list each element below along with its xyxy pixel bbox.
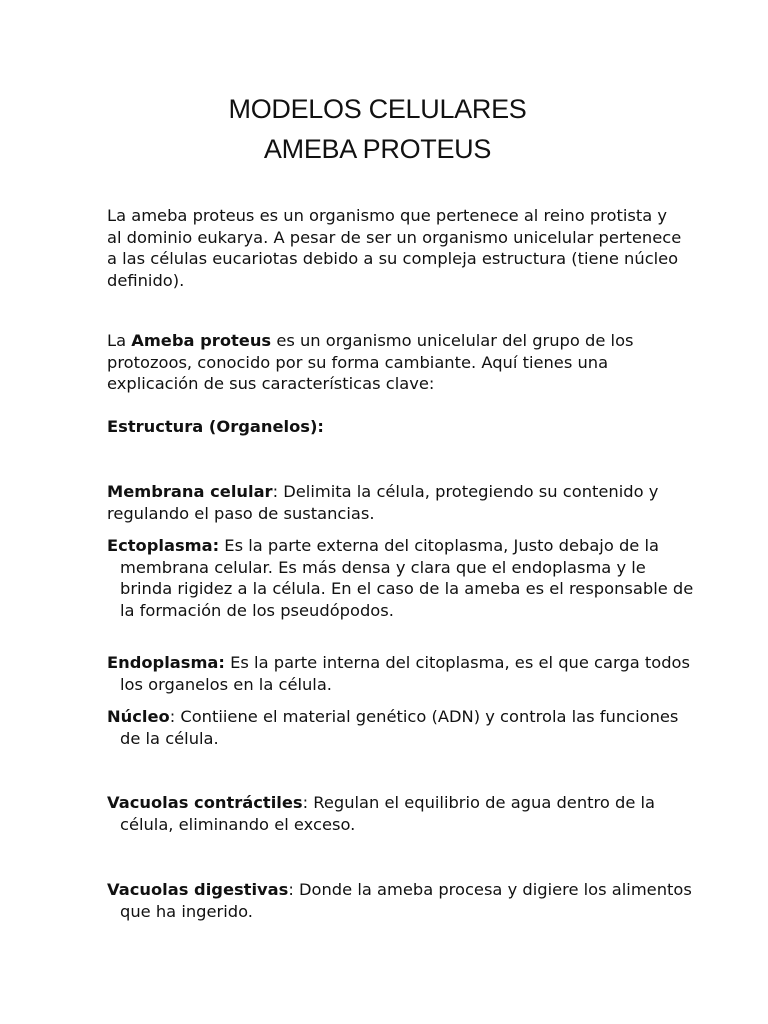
organelle-item-ectoplasma (107, 535, 695, 621)
organelle-term: Endoplasma: (107, 653, 225, 672)
organelle-term: Membrana celular (107, 482, 273, 501)
document-title-line1: MODELOS CELULARES (228, 94, 527, 124)
ameba-paragraph (107, 330, 682, 395)
organelle-term: Vacuolas contráctiles (107, 793, 303, 812)
organelle-description: : Donde la ameba procesa y digiere los alimentos que ha ingerido. (120, 880, 692, 921)
organelle-description: : Contiiene el material genético (ADN) y controla las funciones de la célula. (120, 707, 679, 748)
ameba-paragraph-rest: es un organismo unicelular del grupo de los protozoos, conocido por su forma cambiante. Aquí tienes una explicación de sus características clave: (107, 331, 634, 393)
organelle-item-nucleo (107, 706, 695, 749)
ameba-paragraph-prefix: La (107, 331, 132, 350)
section-heading-text: Estructura (Organelos): (107, 417, 324, 436)
organelle-item-vacuolas-digestivas (107, 879, 695, 922)
organelle-description: Es la parte externa del citoplasma, Justo debajo de la membrana celular. Es más densa y clara que el endoplasma y le brinda rigidez a la célula. En el caso de la ameba es el responsable de la formación de los pseudópodos. (120, 536, 694, 620)
section-heading (107, 416, 682, 438)
organelle-term: Ectoplasma: (107, 536, 220, 555)
organelle-term: Núcleo (107, 707, 170, 726)
organelle-item-endoplasma (107, 652, 695, 695)
intro-paragraph: La ameba proteus es un organismo que pertenece al reino protista y al dominio eukarya. A pesar de ser un organismo unicelular pertenece a las células eucariotas debido a su compleja estructura (tiene núcleo definido). (107, 206, 682, 290)
organelle-term: Vacuolas digestivas (107, 880, 289, 899)
organelle-item-membrana (107, 481, 682, 524)
organelle-description: : Delimita la célula, protegiendo su contenido y regulando el paso de sustancias. (107, 482, 659, 523)
organelle-description: Es la parte interna del citoplasma, es el que carga todos los organelos en la célula. (120, 653, 690, 694)
ameba-paragraph-bold: Ameba proteus (131, 331, 272, 350)
organelle-description: : Regulan el equilibrio de agua dentro de la célula, eliminando el exceso. (120, 793, 656, 834)
document-title-line2: AMEBA PROTEUS (263, 134, 492, 164)
organelle-item-vacuolas-contractiles (107, 792, 695, 835)
